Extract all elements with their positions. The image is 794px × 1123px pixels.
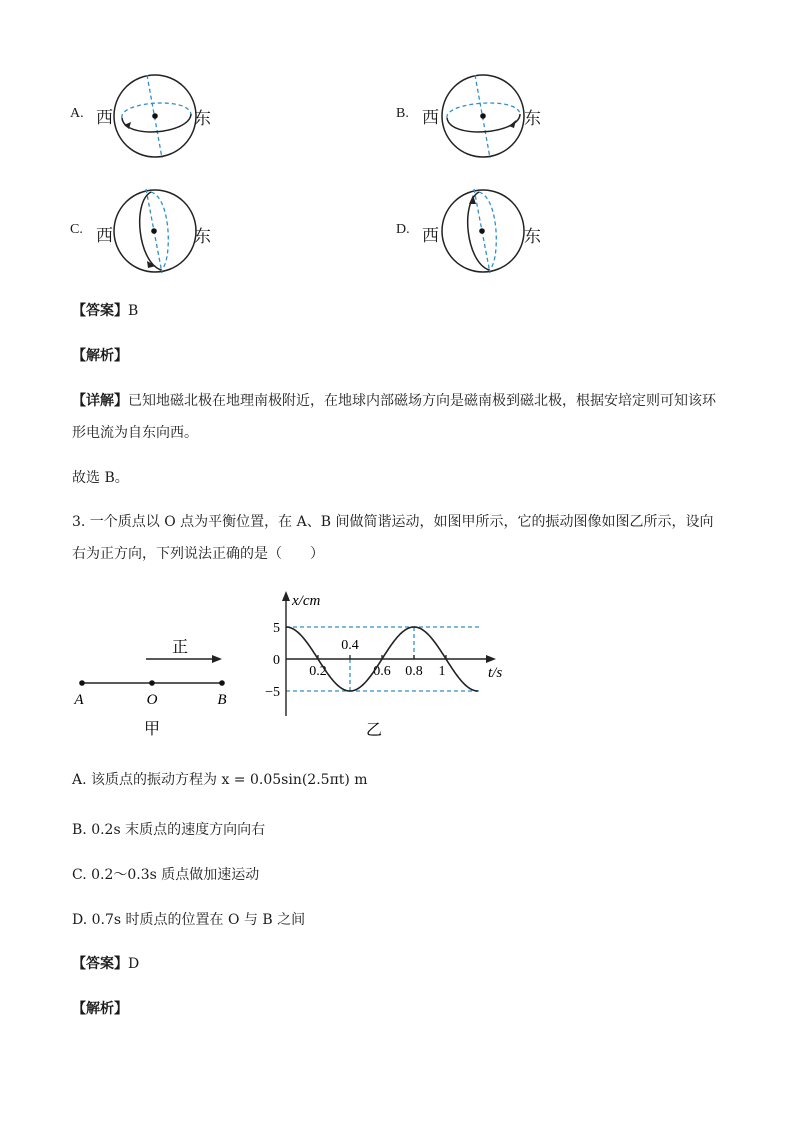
- q3-option-a-text: 该质点的振动方程为 x = 0.05sin(2.5πt) m: [91, 772, 368, 788]
- q2-analysis-tag: 【解析】: [72, 348, 128, 364]
- option-a-west: 西: [96, 108, 113, 128]
- q3-option-b[interactable]: [72, 814, 722, 846]
- q3-analysis-tag: 【解析】: [72, 1001, 128, 1017]
- chart-ticks: [265, 621, 446, 700]
- x-tick-label: 0.8: [405, 664, 423, 679]
- y-axis-arrow: [282, 591, 290, 601]
- y-axis-label: x/cm: [292, 593, 321, 609]
- option-a-east: 东: [194, 109, 211, 129]
- q2-answer: [72, 295, 722, 327]
- q3-stem: 3. 一个质点以 O 点为平衡位置，在 A、B 间做简谐运动，如图甲所示，它的振动图像如图乙所示，设向右为正方向，下列说法正确的是（ ）: [72, 514, 714, 562]
- x-axis-arrow: [486, 655, 496, 663]
- yi-caption: 乙: [365, 722, 383, 739]
- q3-option-d-letter: D.: [72, 912, 88, 928]
- jia-label-a: A: [74, 692, 84, 708]
- q2-detail-text: 已知地磁北极在地理南极附近，在地球内部磁场方向是磁南极到磁北极，根据安培定则可知该环形电流为自东向西。: [72, 393, 716, 441]
- q3-answer-value: D: [128, 956, 140, 972]
- q3-option-a[interactable]: [72, 764, 722, 796]
- option-b-letter: B.: [396, 106, 409, 121]
- q2-conclusion: 故选 B。: [72, 470, 129, 486]
- figure-yi-chart: [262, 585, 522, 745]
- q3-option-a-letter: A.: [72, 772, 87, 788]
- option-a-figure[interactable]: [70, 74, 310, 164]
- option-b-figure[interactable]: [396, 74, 636, 164]
- option-c-figure[interactable]: [70, 188, 310, 278]
- option-b-east: 东: [524, 109, 541, 129]
- option-b-west: 西: [422, 108, 439, 128]
- figure-jia: [70, 620, 240, 750]
- jia-arrow-head: [212, 655, 222, 663]
- jia-label-o: O: [146, 692, 158, 708]
- q3-answer-tag: 【答案】: [72, 956, 128, 972]
- option-d-letter: D.: [396, 222, 410, 237]
- y-tick-label: −5: [265, 685, 280, 700]
- x-tick-label: 0.4: [341, 638, 359, 653]
- q3-option-b-text: 0.2s 末质点的速度方向向右: [91, 822, 266, 838]
- option-c-west: 西: [96, 226, 113, 246]
- y-tick-label: 0: [273, 653, 280, 668]
- q2-answer-value: B: [128, 303, 139, 319]
- jia-caption: 甲: [143, 721, 161, 738]
- q2-detail-tag: 【详解】: [72, 393, 128, 409]
- jia-arrow-label: 正: [171, 639, 189, 656]
- q3-option-c-text: 0.2～0.3s 质点做加速运动: [91, 867, 260, 883]
- x-tick-label: 1: [438, 664, 446, 679]
- jia-point-a: [79, 680, 85, 686]
- q3-option-d-text: 0.7s 时质点的位置在 O 与 B 之间: [91, 912, 306, 928]
- option-a-letter: A.: [70, 106, 84, 121]
- q3-analysis-heading: [72, 993, 722, 1025]
- q3-option-c[interactable]: [72, 859, 722, 891]
- x-tick-label: 0.6: [373, 664, 391, 679]
- q3-option-c-letter: C.: [72, 867, 87, 883]
- y-tick-label: 5: [273, 621, 280, 636]
- x-tick-label: 0.2: [309, 664, 327, 679]
- option-c-letter: C.: [70, 222, 83, 237]
- jia-label-b: B: [217, 692, 227, 708]
- option-d-east: 东: [524, 227, 541, 247]
- option-d-west: 西: [422, 226, 439, 246]
- q2-detail: [72, 385, 722, 449]
- q2-analysis-heading: [72, 340, 722, 372]
- option-c-east: 东: [194, 227, 211, 247]
- q2-answer-tag: 【答案】: [72, 303, 128, 319]
- q3-option-b-letter: B.: [72, 822, 87, 838]
- jia-point-o: [149, 680, 155, 686]
- q3-option-d[interactable]: [72, 904, 722, 936]
- q3-answer: [72, 948, 722, 980]
- option-d-figure[interactable]: [396, 188, 636, 278]
- jia-point-b: [219, 680, 225, 686]
- x-axis-label: t/s: [488, 665, 503, 681]
